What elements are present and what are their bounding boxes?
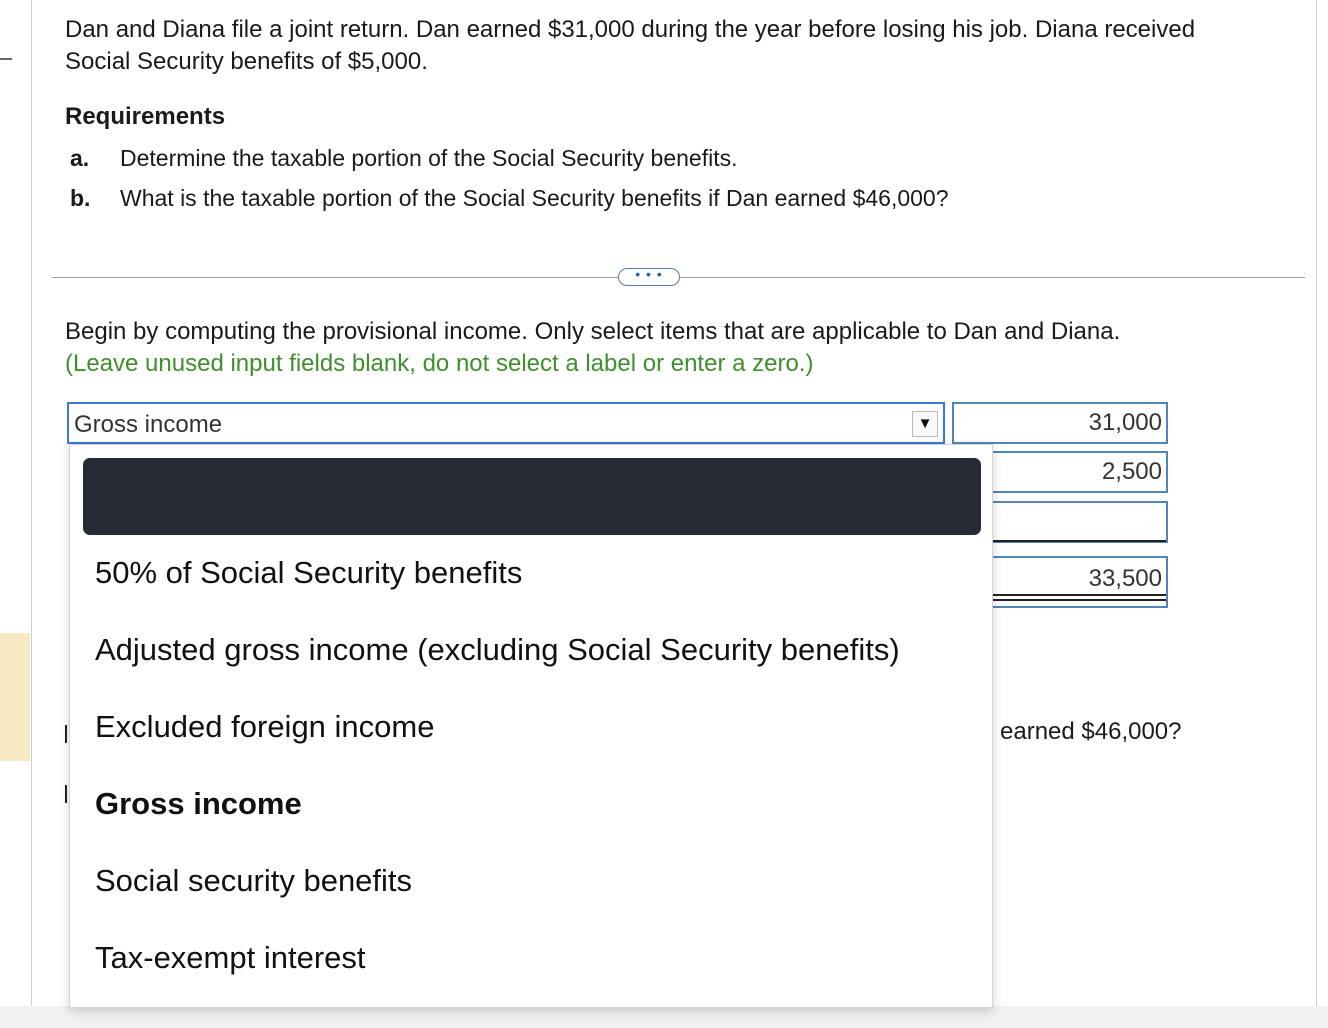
requirement-text: Determine the taxable portion of the Social Security benefits. — [120, 145, 738, 171]
part-b-question-tail: earned $46,000? — [1000, 718, 1182, 745]
label-dropdown-menu — [69, 444, 993, 1008]
amount-input-2[interactable]: 2,500 — [952, 451, 1168, 493]
content-left-border — [31, 0, 32, 1028]
bottom-scroll-strip — [0, 1006, 1328, 1028]
dropdown-option[interactable]: Excluded foreign income — [95, 709, 435, 744]
expand-ellipsis-button[interactable]: • • • — [618, 268, 680, 286]
dropdown-arrow-icon[interactable]: ▼ — [912, 411, 938, 437]
label-select[interactable] — [67, 402, 945, 444]
label-select-value: Gross income — [74, 411, 223, 438]
text-cursor-mark — [65, 785, 67, 803]
side-highlight-band — [0, 633, 30, 761]
problem-line-1: Dan and Diana file a joint return. Dan earned $31,000 during the year before losing his job. Diana received — [65, 16, 1196, 43]
dropdown-option-selected[interactable]: Gross income — [95, 786, 302, 821]
instruction-text: Begin by computing the provisional income. Only select items that are applicable to Dan and Diana. — [65, 318, 1121, 345]
left-edge-mark — [0, 58, 12, 60]
instructions — [65, 316, 1120, 380]
total-double-underline-top — [993, 594, 1166, 596]
provisional-income-total-input[interactable]: 33,500 — [952, 556, 1168, 608]
amount-input-1[interactable]: 31,000 — [952, 402, 1168, 444]
problem-statement — [65, 14, 1305, 78]
text-cursor-mark — [65, 725, 67, 743]
requirement-letter: a. — [70, 145, 90, 171]
requirement-a — [70, 145, 738, 172]
requirement-b — [70, 185, 949, 212]
dropdown-option[interactable]: Social security benefits — [95, 863, 413, 898]
dropdown-option-blank[interactable] — [83, 458, 981, 535]
dropdown-option[interactable]: Tax-exempt interest — [95, 940, 366, 975]
content-right-border — [1316, 0, 1317, 1006]
requirements-title: Requirements — [65, 103, 226, 130]
dropdown-option[interactable]: Adjusted gross income (excluding Social Security benefits) — [95, 632, 900, 667]
requirement-letter: b. — [70, 185, 91, 211]
problem-line-2: Social Security benefits of $5,000. — [65, 48, 428, 75]
dropdown-option[interactable]: 50% of Social Security benefits — [95, 555, 523, 590]
subtotal-underline — [993, 540, 1166, 542]
total-double-underline-bottom — [993, 599, 1166, 601]
requirement-text: What is the taxable portion of the Social Security benefits if Dan earned $46,000? — [120, 185, 949, 211]
instruction-hint: (Leave unused input fields blank, do not select a label or enter a zero.) — [65, 350, 814, 377]
